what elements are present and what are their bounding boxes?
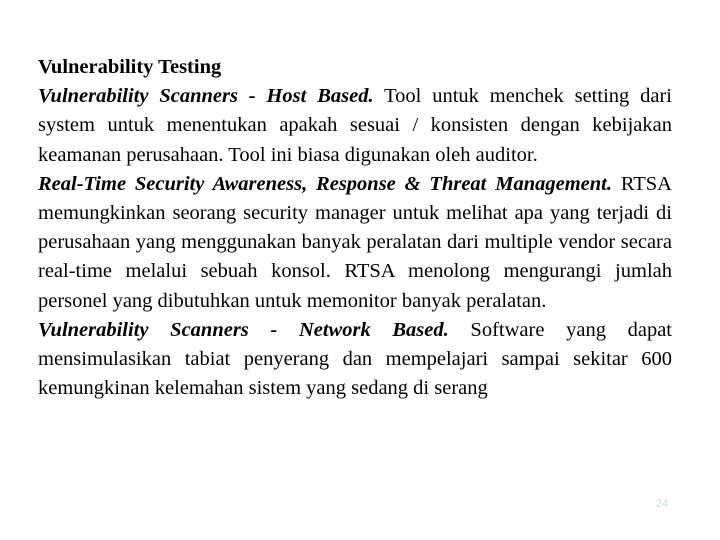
paragraph-host-based-scanners bbox=[38, 82, 672, 170]
description-rtsa: RTSA memungkinkan seorang security manager untuk melihat apa yang terjadi di perusahaan yang menggunakan banyak peralatan dari multiple vendor secara real-time melalui sebuah konsol. RTSA menolong mengurangi jumlah personel yang dibutuhkan untuk memonitor banyak peralatan. bbox=[38, 172, 672, 312]
paragraph-network-based-scanners bbox=[38, 316, 672, 404]
description-network-based-scanners: Software yang dapat mensimulasikan tabiat penyerang dan mempelajari sampai sekitar 600 kemungkinan kelemahan sistem yang sedang di serang bbox=[38, 318, 673, 400]
term-rtsa: Real-Time Security Awareness, Response & Threat Management. bbox=[38, 172, 612, 195]
term-network-based-scanners: Vulnerability Scanners - Network Based. bbox=[38, 318, 449, 341]
term-host-based-scanners: Vulnerability Scanners - Host Based. bbox=[38, 85, 374, 108]
paragraph-rtsa bbox=[38, 170, 672, 316]
slide-title: Vulnerability Testing bbox=[38, 56, 222, 78]
description-host-based-scanners: Tool untuk menchek setting dari system untuk menentukan apakah sesuai / konsisten dengan kebijakan keamanan perusahaan. Tool ini biasa digunakan oleh auditor. bbox=[38, 85, 672, 166]
page-number: 24 bbox=[655, 498, 668, 510]
slide-body bbox=[38, 53, 672, 403]
